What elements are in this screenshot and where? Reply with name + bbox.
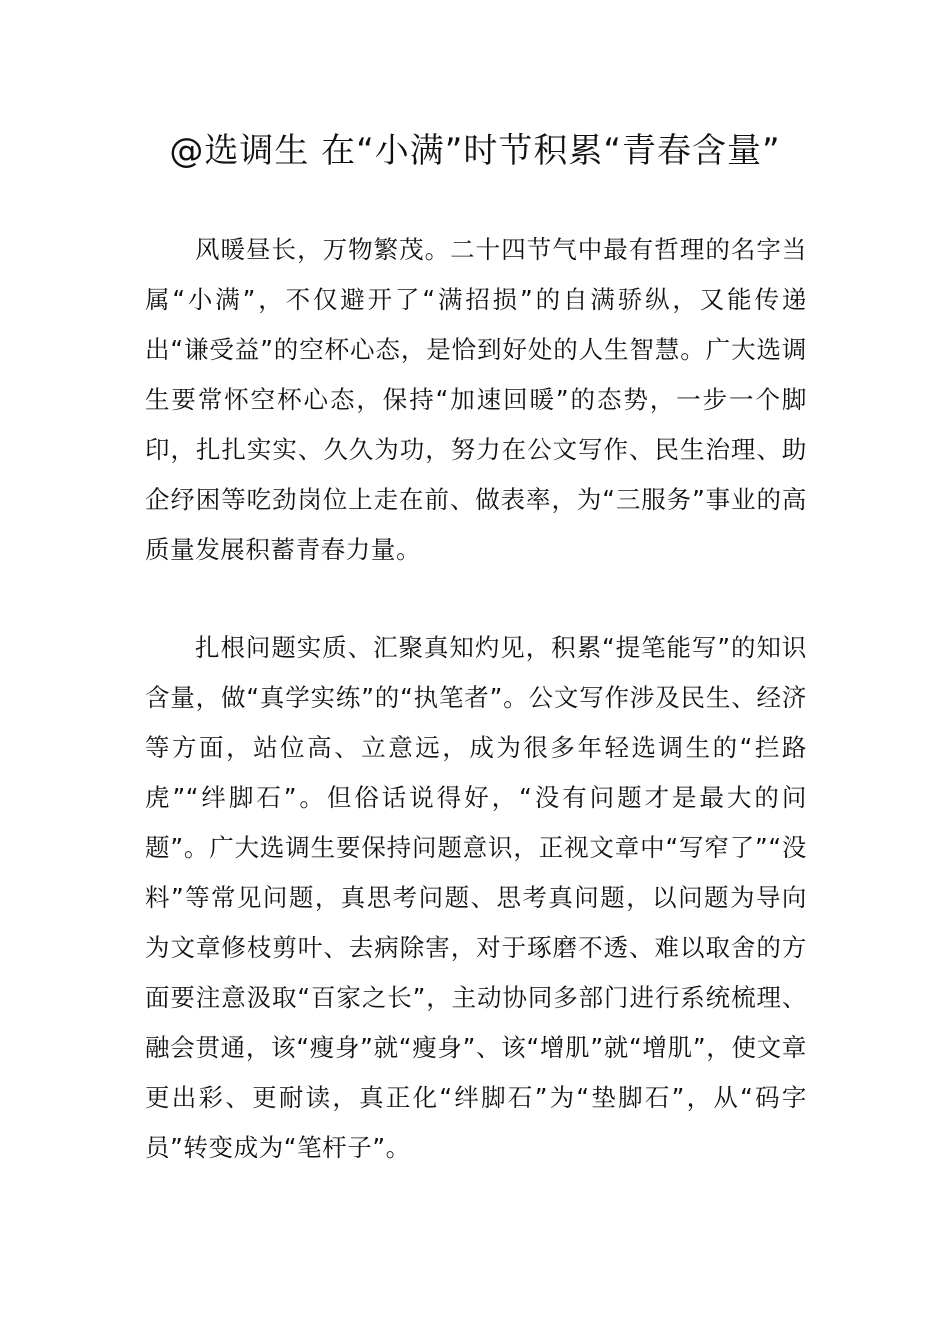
paragraph-2: 扎根问题实质、汇聚真知灼见，积累“提笔能写”的知识含量，做“真学实练”的“执笔者”。公文写作涉及民生、经济等方面，站位高、立意远，成为很多年轻选调生的“拦路虎”“绊脚石”。但俗话说得好，“没有问题才是最大的问题”。广大选调生要保持问题意识，正视文章中“写窄了”“没料”等常见问题，真思考问题、思考真问题，以问题为导向为文章修枝剪叶、去病除害，对于琢磨不透、难以取舍的方面要注意汲取“百家之长”，主动协同多部门进行系统梳理、融会贯通，该“瘦身”就“瘦身”、该“增肌”就“增肌”，使文章更出彩、更耐读，真正化“绊脚石”为“垫脚石”，从“码字员”转变成为“笔杆子”。 bbox=[145, 633, 807, 1162]
document-title: @选调生 在“小满”时节积累“青春含量” bbox=[169, 131, 781, 171]
paragraph-1: 风暖昼长，万物繁茂。二十四节气中最有哲理的名字当属“小满”，不仅避开了“满招损”的自满骄纵，又能传递出“谦受益”的空杯心态，是恰到好处的人生智慧。广大选调生要常怀空杯心态，保持“加速回暖”的态势，一步一个脚印，扎扎实实、久久为功，努力在公文写作、民生治理、助企纾困等吃劲岗位上走在前、做表率，为“三服务”事业的高质量发展积蓄青春力量。 bbox=[145, 235, 807, 564]
